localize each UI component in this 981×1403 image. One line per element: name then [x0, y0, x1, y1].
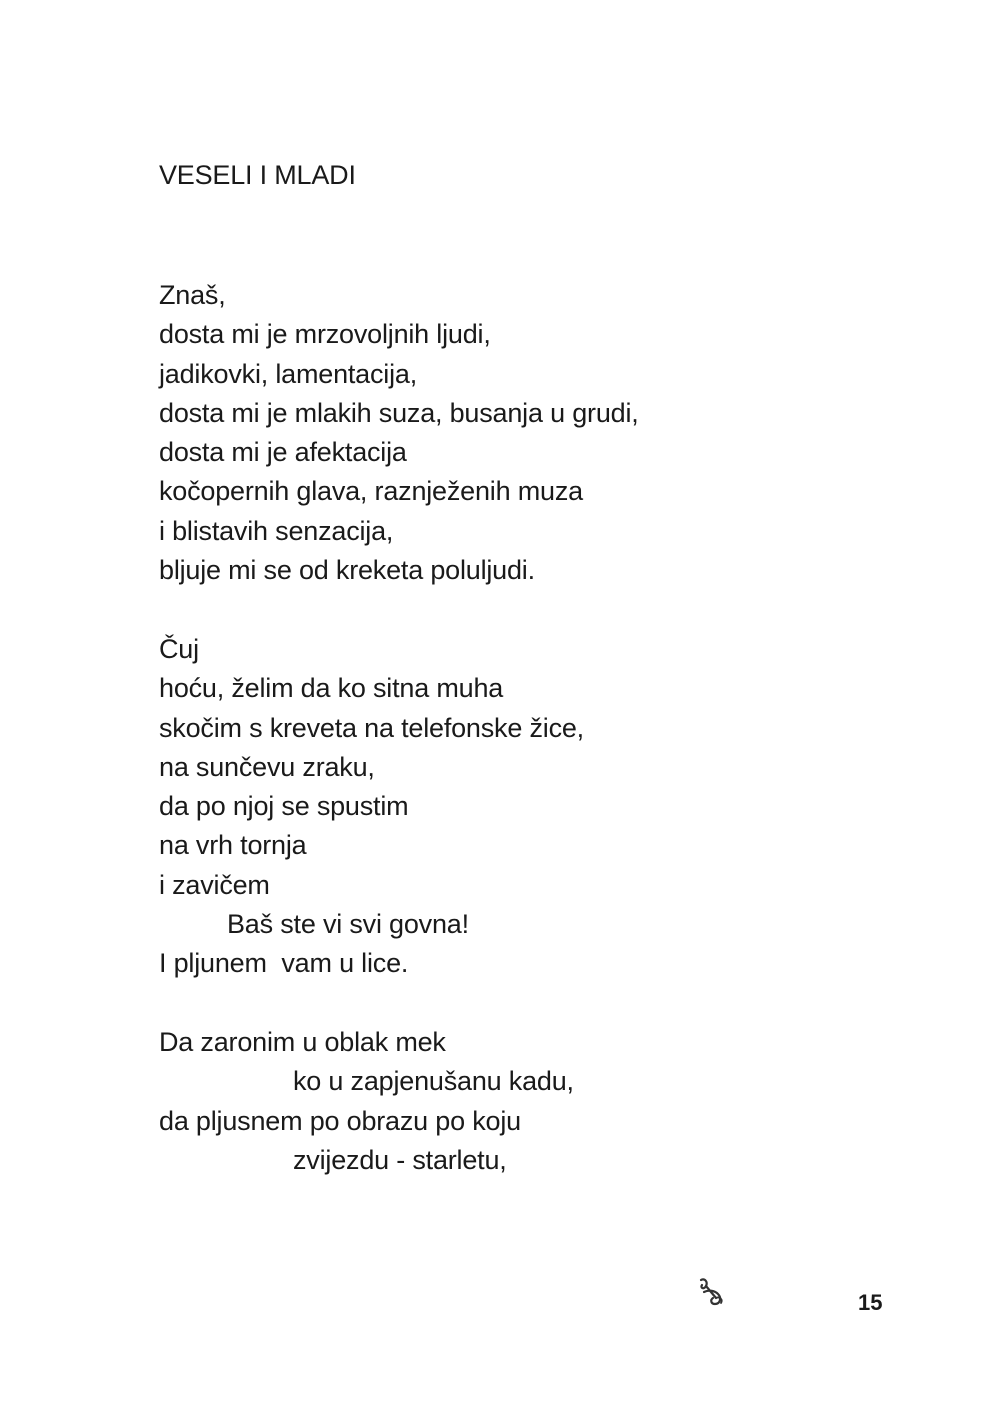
poem-line: i zavičem	[159, 869, 270, 900]
poem-line: da po njoj se spustim	[159, 791, 409, 822]
page-number: 15	[858, 1290, 883, 1315]
poem-line: dosta mi je mrzovoljnih ljudi,	[159, 319, 491, 350]
stanza-2	[159, 630, 584, 984]
poem-line: dosta mi je mlakih suza, busanja u grudi,	[159, 397, 639, 428]
poem-line: Znaš,	[159, 280, 226, 310]
poem-line: Baš ste vi svi govna!	[227, 909, 469, 940]
poem-line: I pljunem vam u lice.	[159, 948, 409, 979]
poem-line: skočim s kreveta na telefonske žice,	[159, 712, 584, 743]
poem-line: dosta mi je afektacija	[159, 437, 407, 468]
poem-line: na vrh tornja	[159, 830, 307, 861]
poem-line: jadikovki, lamentacija,	[159, 358, 418, 389]
poem-line: bljuje mi se od kreketa poluljudi.	[159, 555, 535, 586]
poem-line: Čuj	[159, 634, 199, 664]
poem-line: zvijezdu - starletu,	[293, 1144, 507, 1175]
poem-title: VESELI I MLADI	[159, 160, 356, 190]
fleuron-icon	[696, 1276, 726, 1310]
poem-line: hoću, želim da ko sitna muha	[159, 673, 504, 704]
stanza-1	[159, 276, 639, 590]
poem-line: na sunčevu zraku,	[159, 751, 375, 782]
poem-line: ko u zapjenušanu kadu,	[293, 1066, 574, 1097]
poem-line: Da zaronim u oblak mek	[159, 1027, 446, 1057]
stanza-3	[159, 1023, 574, 1180]
poem-line: da pljusnem po obrazu po koju	[159, 1105, 521, 1136]
poem-line: kočopernih glava, raznježenih muza	[159, 476, 583, 507]
poem-line: i blistavih senzacija,	[159, 515, 394, 546]
